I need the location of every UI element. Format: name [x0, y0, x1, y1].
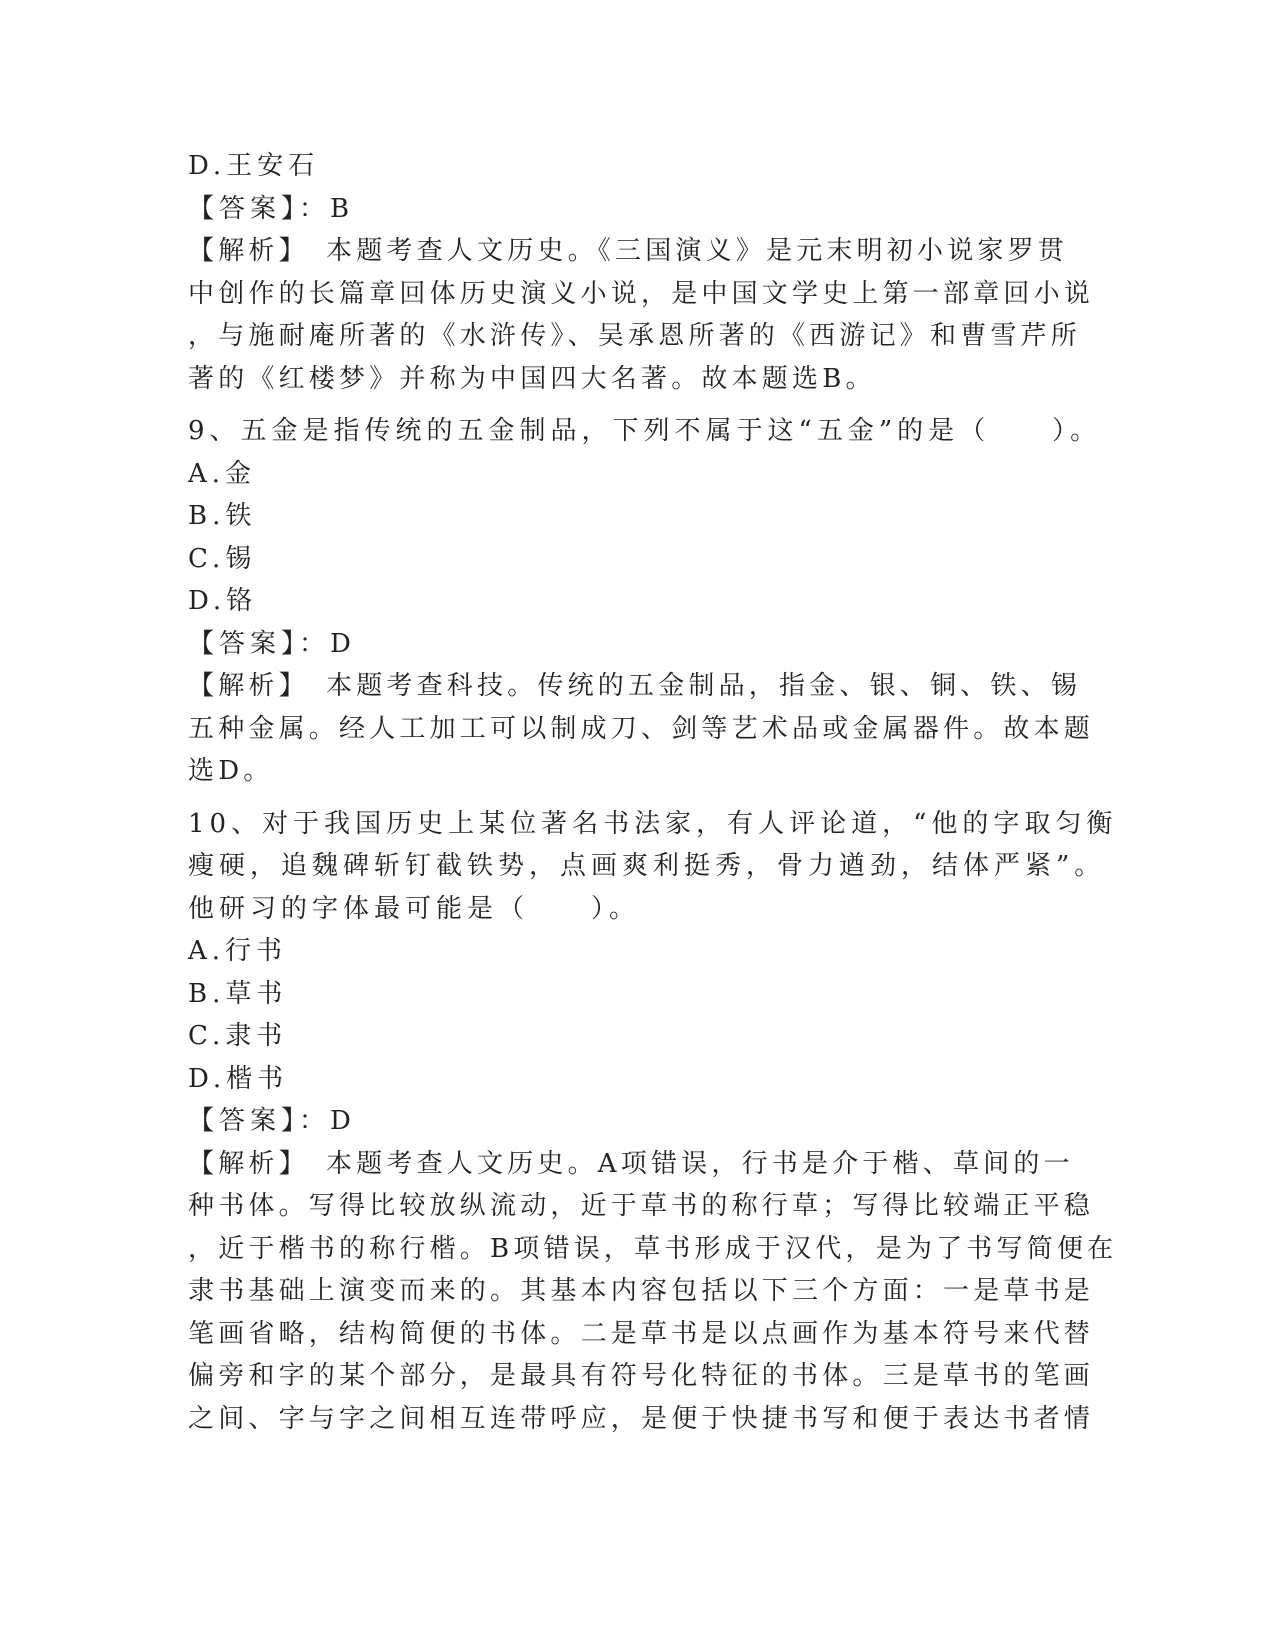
q9-explanation-line: 五种金属。经人工加工可以制成刀、剑等艺术品或金属器件。故本题: [188, 713, 1095, 744]
q8-explanation-line: 著的《红楼梦》并称为中国四大名著。故本题选B。: [188, 363, 876, 394]
q9-explanation-line: 选D。: [188, 756, 274, 786]
q10-option-a: A.行书: [188, 936, 288, 966]
q10-explanation-line: 【解析】 本题考查人文历史。A项错误，行书是介于楷、草间的一: [188, 1148, 1074, 1179]
q10-explanation-line: ，近于楷书的称行楷。B项错误，草书形成于汉代，是为了书写简便在: [188, 1233, 1118, 1264]
q9-answer: 【答案】：D: [188, 628, 356, 659]
question-9: [188, 410, 1102, 793]
q9-explanation: [188, 665, 1095, 793]
q9-option-b: B.铁: [188, 501, 257, 531]
q8-explanation-line: 【解析】 本题考查人文历史。《三国演义》是元末明初小说家罗贯: [188, 236, 1069, 266]
question-8-tail: [188, 145, 1095, 400]
q8-explanation: [188, 230, 1095, 400]
q10-question-line: 10、对于我国历史上某位著名书法家，有人评论道，“他的字取匀衡: [188, 808, 1118, 839]
q8-option-d: D.王安石: [188, 151, 320, 181]
q8-explanation-line: 中创作的长篇章回体历史演义小说，是中国文学史上第一部章回小说: [188, 278, 1095, 309]
page-content: [188, 145, 1118, 1440]
q9-option-a: A.金: [188, 458, 257, 489]
q10-option-d: D.楷书: [188, 1063, 289, 1094]
q10-explanation-line: 之间、字与字之间相互连带呼应，是便于快捷书写和便于表达书者情: [188, 1403, 1095, 1434]
q10-option-c: C.隶书: [188, 1021, 288, 1051]
q9-option-d: D.铬: [188, 586, 258, 616]
q10-explanation: [188, 1143, 1118, 1441]
q10-explanation-line: 笔画省略，结构简便的书体。二是草书是以点画作为基本符号来代替: [188, 1318, 1095, 1349]
q10-explanation-line: 偏旁和字的某个部分，是最具有符号化特征的书体。三是草书的笔画: [188, 1361, 1095, 1391]
q9-question: 9、五金是指传统的五金制品，下列不属于这“五金”的是（ ）。: [188, 416, 1102, 446]
q9-option-c: C.锡: [188, 543, 257, 574]
spacer: [188, 793, 1068, 803]
q10-option-b: B.草书: [188, 978, 288, 1009]
q10-question-line: 他研习的字体最可能是（ ）。: [188, 893, 641, 924]
q8-answer: 【答案】：B: [188, 193, 355, 224]
q10-explanation-line: 种书体。写得比较放纵流动，近于草书的称行草；写得比较端正平稳: [188, 1191, 1095, 1221]
q10-question-line: 瘦硬，追魏碑斩钉截铁势，点画爽利挺秀，骨力遒劲，结体严紧”。: [188, 851, 1106, 881]
question-10: [188, 803, 1118, 1441]
q10-explanation-line: 隶书基础上演变而来的。其基本内容包括以下三个方面：一是草书是: [188, 1276, 1095, 1306]
q9-explanation-line: 【解析】 本题考查科技。传统的五金制品，指金、银、铜、铁、锡: [188, 671, 1082, 701]
q8-explanation-line: ，与施耐庵所著的《水浒传》、吴承恩所著的《西游记》和曹雪芹所: [188, 321, 1082, 351]
spacer: [188, 400, 1068, 410]
q10-answer: 【答案】：D: [188, 1106, 356, 1136]
